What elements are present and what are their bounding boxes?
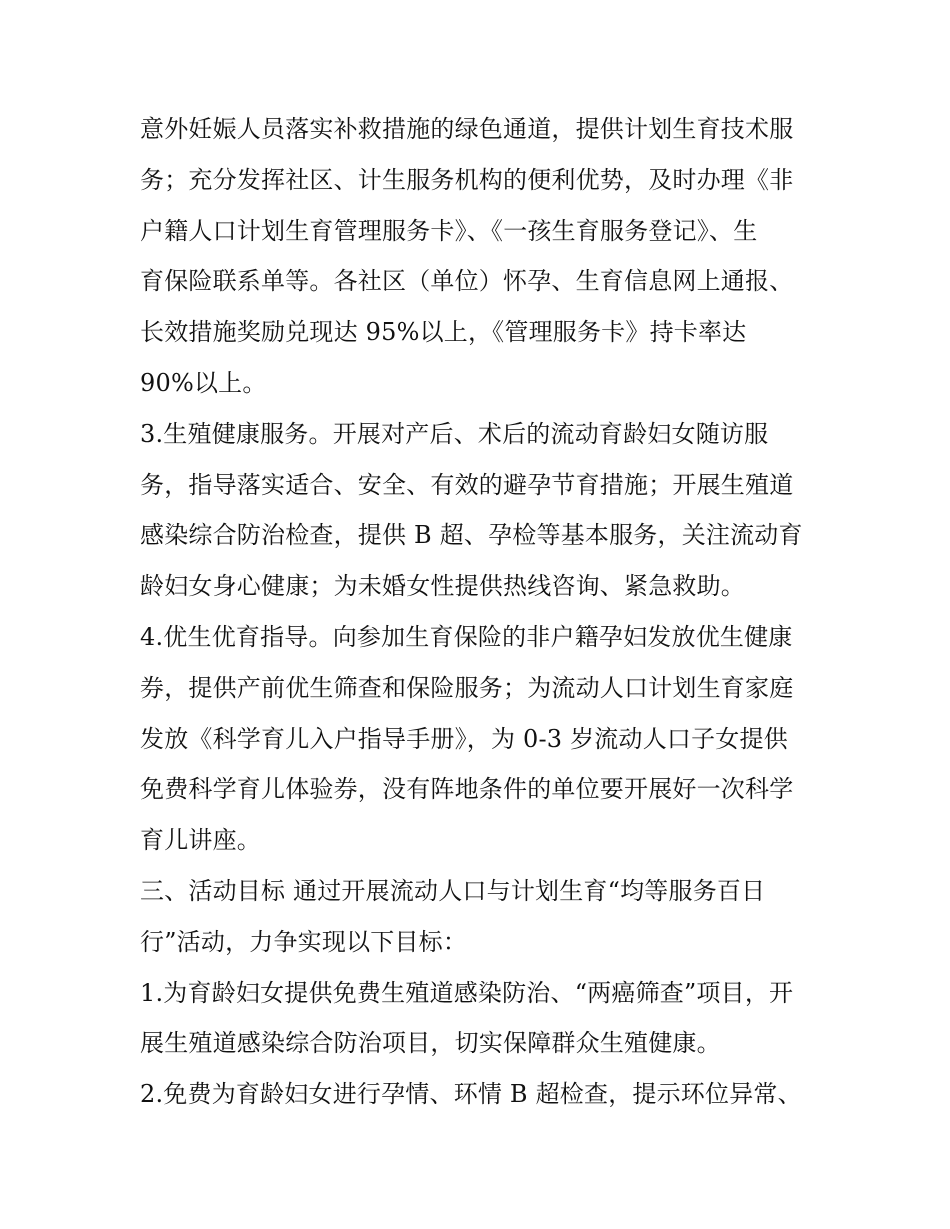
text-line: 90%以上。 (140, 368, 267, 397)
text-line: 务；充分发挥社区、计生服务机构的便利优势，及时办理《非 (140, 165, 794, 194)
text-line: 务，指导落实适合、安全、有效的避孕节育措施；开展生殖道 (140, 470, 794, 499)
text-line: 长效措施奖励兑现达 95%以上，《管理服务卡》持卡率达 (140, 318, 747, 347)
section-4-heading-line: 4.优生优育指导。向参加生育保险的非户籍孕妇发放优生健康 (140, 622, 793, 651)
section-3-heading-line: 3.生殖健康服务。开展对产后、术后的流动育龄妇女随访服 (140, 419, 769, 448)
text-line: 育儿讲座。 (140, 826, 261, 855)
text-line: 免费科学育儿体验券，没有阵地条件的单位要开展好一次科学 (140, 775, 794, 804)
text-line: 券，提供产前优生筛查和保险服务；为流动人口计划生育家庭 (140, 673, 794, 702)
text-line: 发放《科学育儿入户指导手册》，为 0-3 岁流动人口子女提供 (140, 724, 788, 753)
text-line: 展生殖道感染综合防治项目，切实保障群众生殖健康。 (140, 1029, 721, 1058)
goal-1-line: 1.为育龄妇女提供免费生殖道感染防治、“两癌筛查”项目，开 (140, 978, 794, 1007)
text-line: 育保险联系单等。各社区（单位）怀孕、生育信息网上通报、 (140, 267, 794, 296)
document-body (140, 104, 815, 1120)
text-line: 行”活动，力争实现以下目标： (140, 927, 468, 956)
text-line: 意外妊娠人员落实补救措施的绿色通道，提供计划生育技术服 (140, 115, 794, 143)
text-line: 感染综合防治检查，提供 B 超、孕检等基本服务，关注流动育 (140, 521, 803, 550)
text-line: 户籍人口计划生育管理服务卡》、《一孩生育服务登记》、生 (140, 216, 758, 245)
goal-2-line: 2.免费为育龄妇女进行孕情、环情 B 超检查，提示环位异常、 (140, 1080, 802, 1109)
activity-goals-heading-line: 三、活动目标 通过开展流动人口与计划生育“均等服务百日 (140, 876, 766, 905)
text-line: 龄妇女身心健康；为未婚女性提供热线咨询、紧急救助。 (140, 572, 745, 601)
